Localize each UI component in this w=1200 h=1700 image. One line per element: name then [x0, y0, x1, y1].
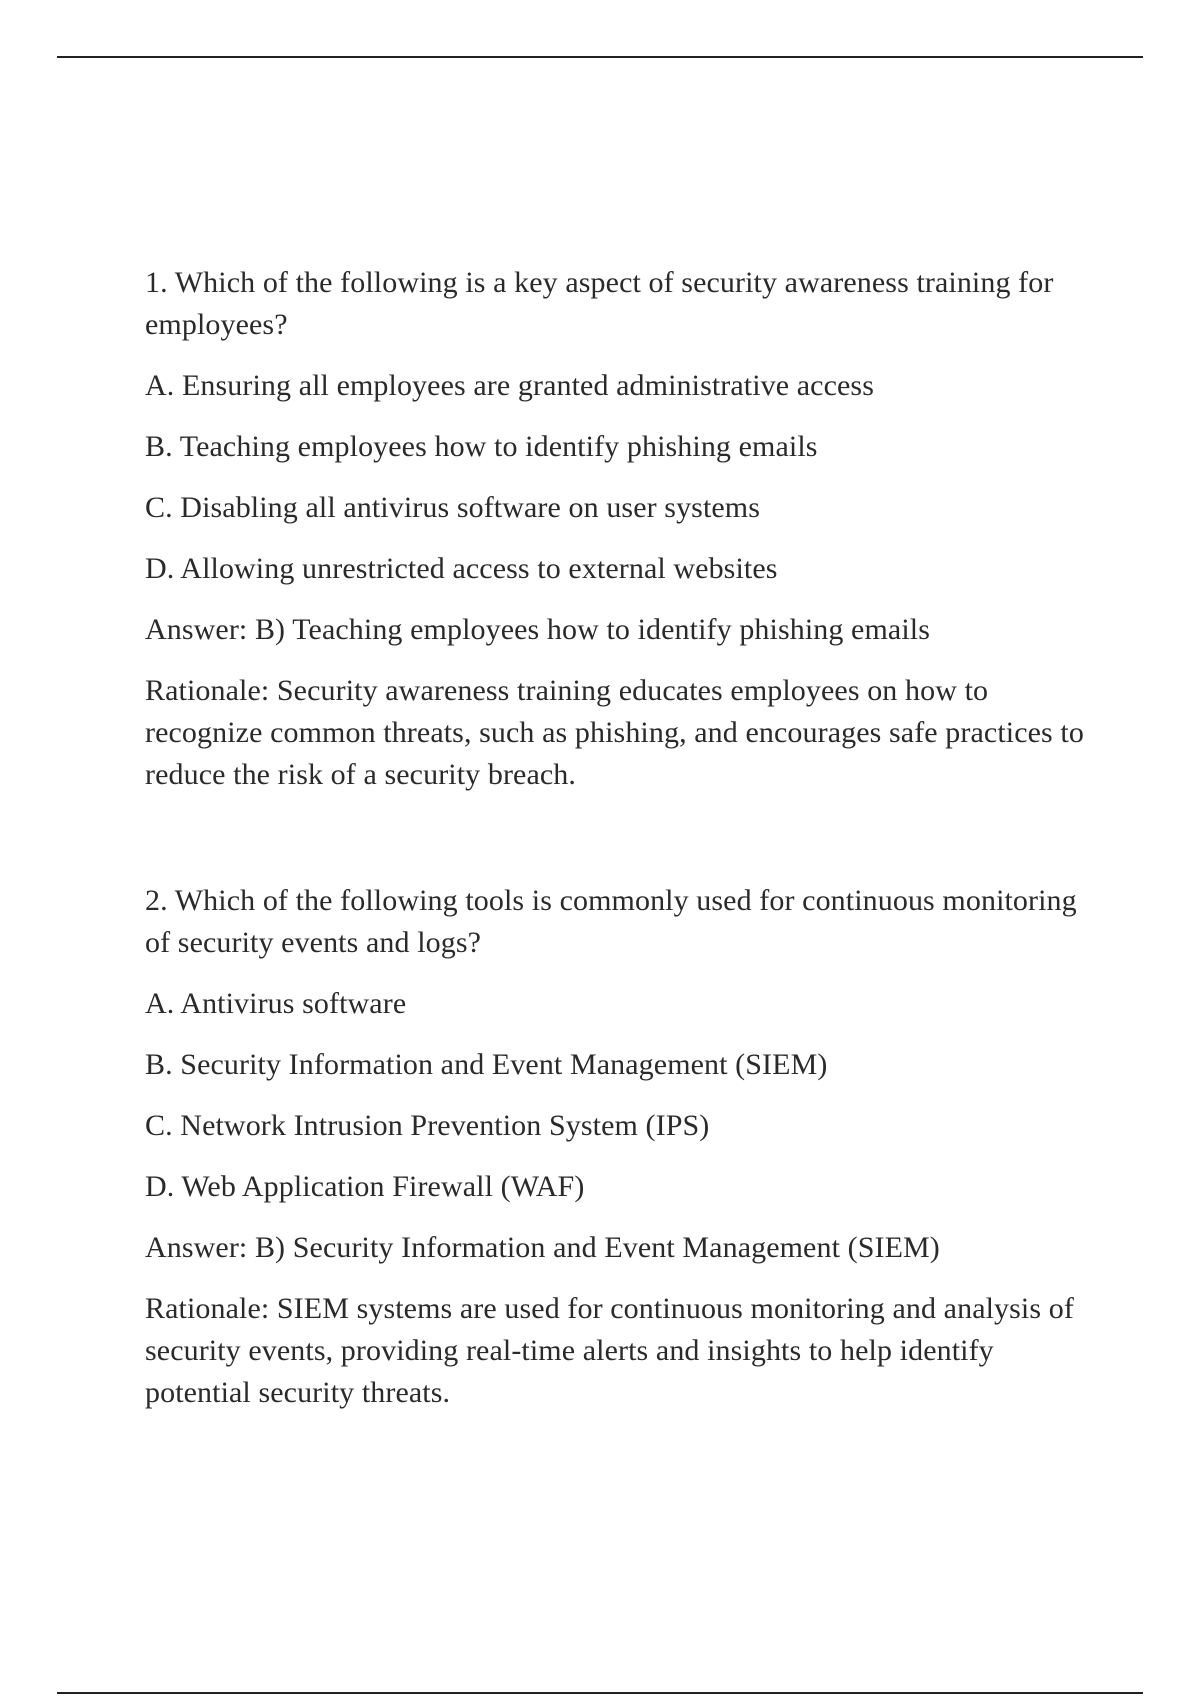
option-d: D. Allowing unrestricted access to external websites — [145, 552, 778, 585]
option-c: C. Disabling all antivirus software on user systems — [145, 491, 761, 524]
footer-rule — [57, 1692, 1143, 1694]
header-rule — [57, 56, 1143, 58]
question-2 — [145, 880, 1090, 1414]
question-1 — [145, 262, 1090, 796]
rationale: Rationale: Security awareness training educates employees on how to recognize common threats, such as phishing, and encourages safe practices to reduce the risk of a security breach. — [145, 674, 1084, 791]
document-body — [145, 262, 1090, 1414]
option-c: C. Network Intrusion Prevention System (IPS) — [145, 1109, 710, 1142]
question-prompt: 1. Which of the following is a key aspect of security awareness training for employees? — [145, 266, 1054, 341]
option-d: D. Web Application Firewall (WAF) — [145, 1170, 585, 1203]
answer-line: Answer: B) Teaching employees how to identify phishing emails — [145, 613, 930, 646]
option-b: B. Security Information and Event Management (SIEM) — [145, 1048, 828, 1081]
question-prompt: 2. Which of the following tools is commonly used for continuous monitoring of security events and logs? — [145, 884, 1077, 959]
option-b: B. Teaching employees how to identify phishing emails — [145, 430, 818, 463]
option-a: A. Ensuring all employees are granted administrative access — [145, 369, 874, 402]
answer-line: Answer: B) Security Information and Event Management (SIEM) — [145, 1231, 940, 1264]
option-a: A. Antivirus software — [145, 987, 407, 1020]
rationale: Rationale: SIEM systems are used for continuous monitoring and analysis of security events, providing real-time alerts and insights to help identify potential security threats. — [145, 1292, 1074, 1409]
